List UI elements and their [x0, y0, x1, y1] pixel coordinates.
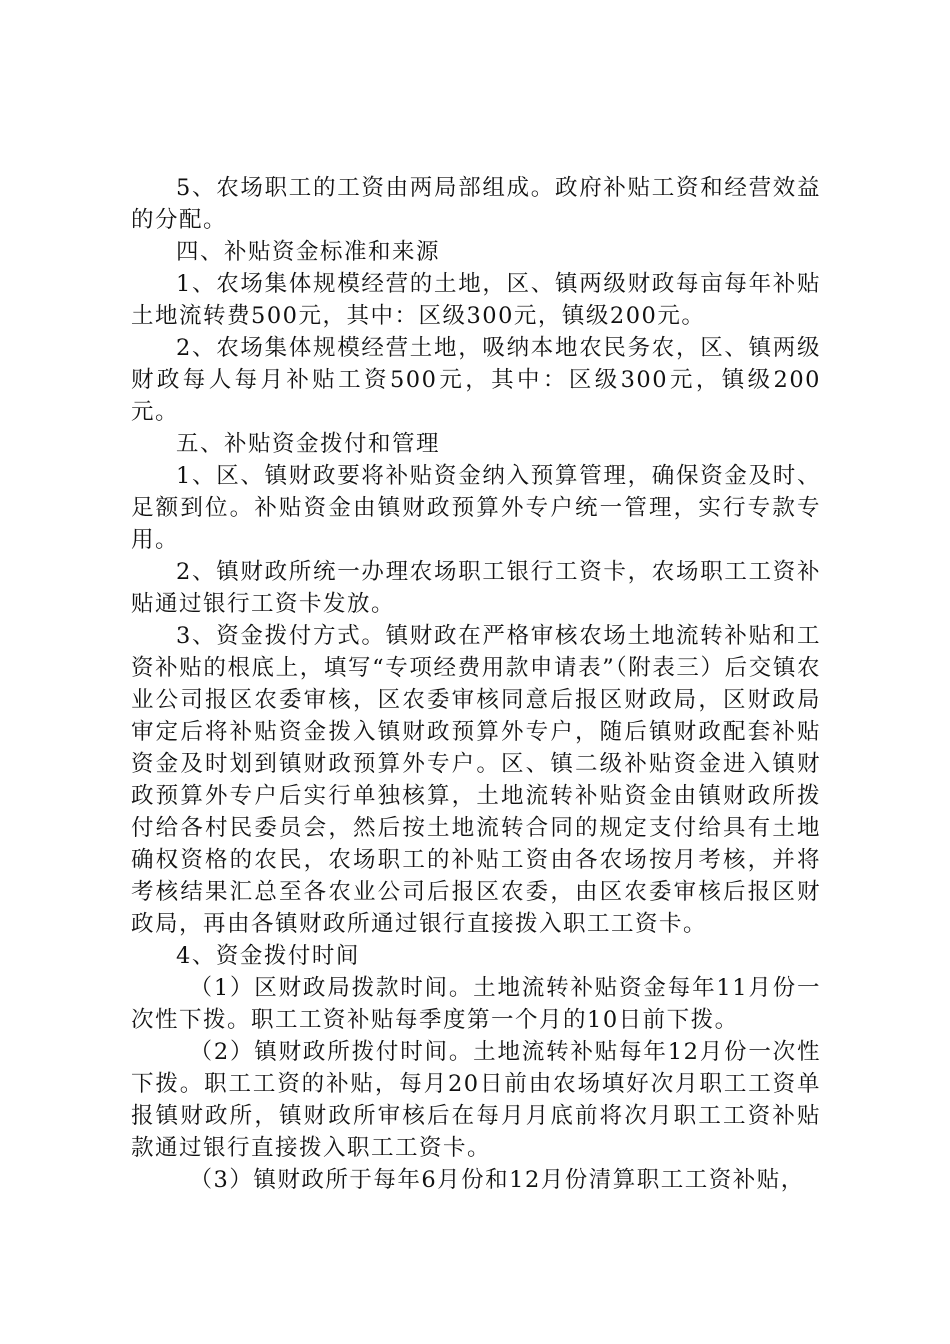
- paragraph-district-allocation-time: （1）区财政局拨款时间。土地流转补贴资金每年11月份一次性下拨。职工工资补贴每季度第一个月的10日前下拨。: [131, 975, 821, 1033]
- paragraph-bank-wage-card: 2、镇财政所统一办理农场职工银行工资卡，农场职工工资补贴通过银行工资卡发放。: [131, 559, 821, 617]
- document-body: [131, 172, 821, 1196]
- paragraph-wage-subsidy: 2、农场集体规模经营土地，吸纳本地农民务农，区、镇两级财政每人每月补贴工资500元，其中：区级300元，镇级200元。: [131, 335, 821, 425]
- paragraph-settlement: （3）镇财政所于每年6月份和12月份清算职工工资补贴，: [189, 1167, 805, 1193]
- section-heading-fund-allocation: 五、补贴资金拨付和管理: [176, 431, 441, 457]
- paragraph-land-transfer-subsidy: 1、农场集体规模经营的土地，区、镇两级财政每亩每年补贴土地流转费500元，其中：区级300元，镇级200元。: [131, 271, 821, 329]
- paragraph-town-allocation-time: （2）镇财政所拨付时间。土地流转补贴每年12月份一次性下拨。职工工资的补贴，每月20日前由农场填好次月职工工资单报镇财政所，镇财政所审核后在每月月底前将次月职工工资补贴款通过银行直接拨入职工工资卡。: [131, 1039, 821, 1161]
- paragraph-allocation-time-heading: 4、资金拨付时间: [176, 943, 360, 969]
- paragraph-wage-composition: 5、农场职工的工资由两局部组成。政府补贴工资和经营效益的分配。: [131, 175, 821, 233]
- section-heading-subsidy-standard: 四、补贴资金标准和来源: [176, 239, 441, 265]
- paragraph-allocation-method: 3、资金拨付方式。镇财政在严格审核农场土地流转补贴和工资补贴的根底上，填写“专项经费用款申请表”（附表三）后交镇农业公司报区农委审核，区农委审核同意后报区财政局，区财政局审定后将补贴资金拨入镇财政预算外专户，随后镇财政配套补贴资金及时划到镇财政预算外专户。区、镇二级补贴资金进入镇财政预算外专户后实行单独核算，土地流转补贴资金由镇财政所拨付给各村民委员会，然后按土地流转合同的规定支付给具有土地确权资格的农民，农场职工的补贴工资由各农场按月考核，并将考核结果汇总至各农业公司后报区农委，由区农委审核后报区财政局，再由各镇财政所通过银行直接拨入职工工资卡。: [131, 623, 821, 937]
- paragraph-budget-management: 1、区、镇财政要将补贴资金纳入预算管理，确保资金及时、足额到位。补贴资金由镇财政预算外专户统一管理，实行专款专用。: [131, 463, 821, 553]
